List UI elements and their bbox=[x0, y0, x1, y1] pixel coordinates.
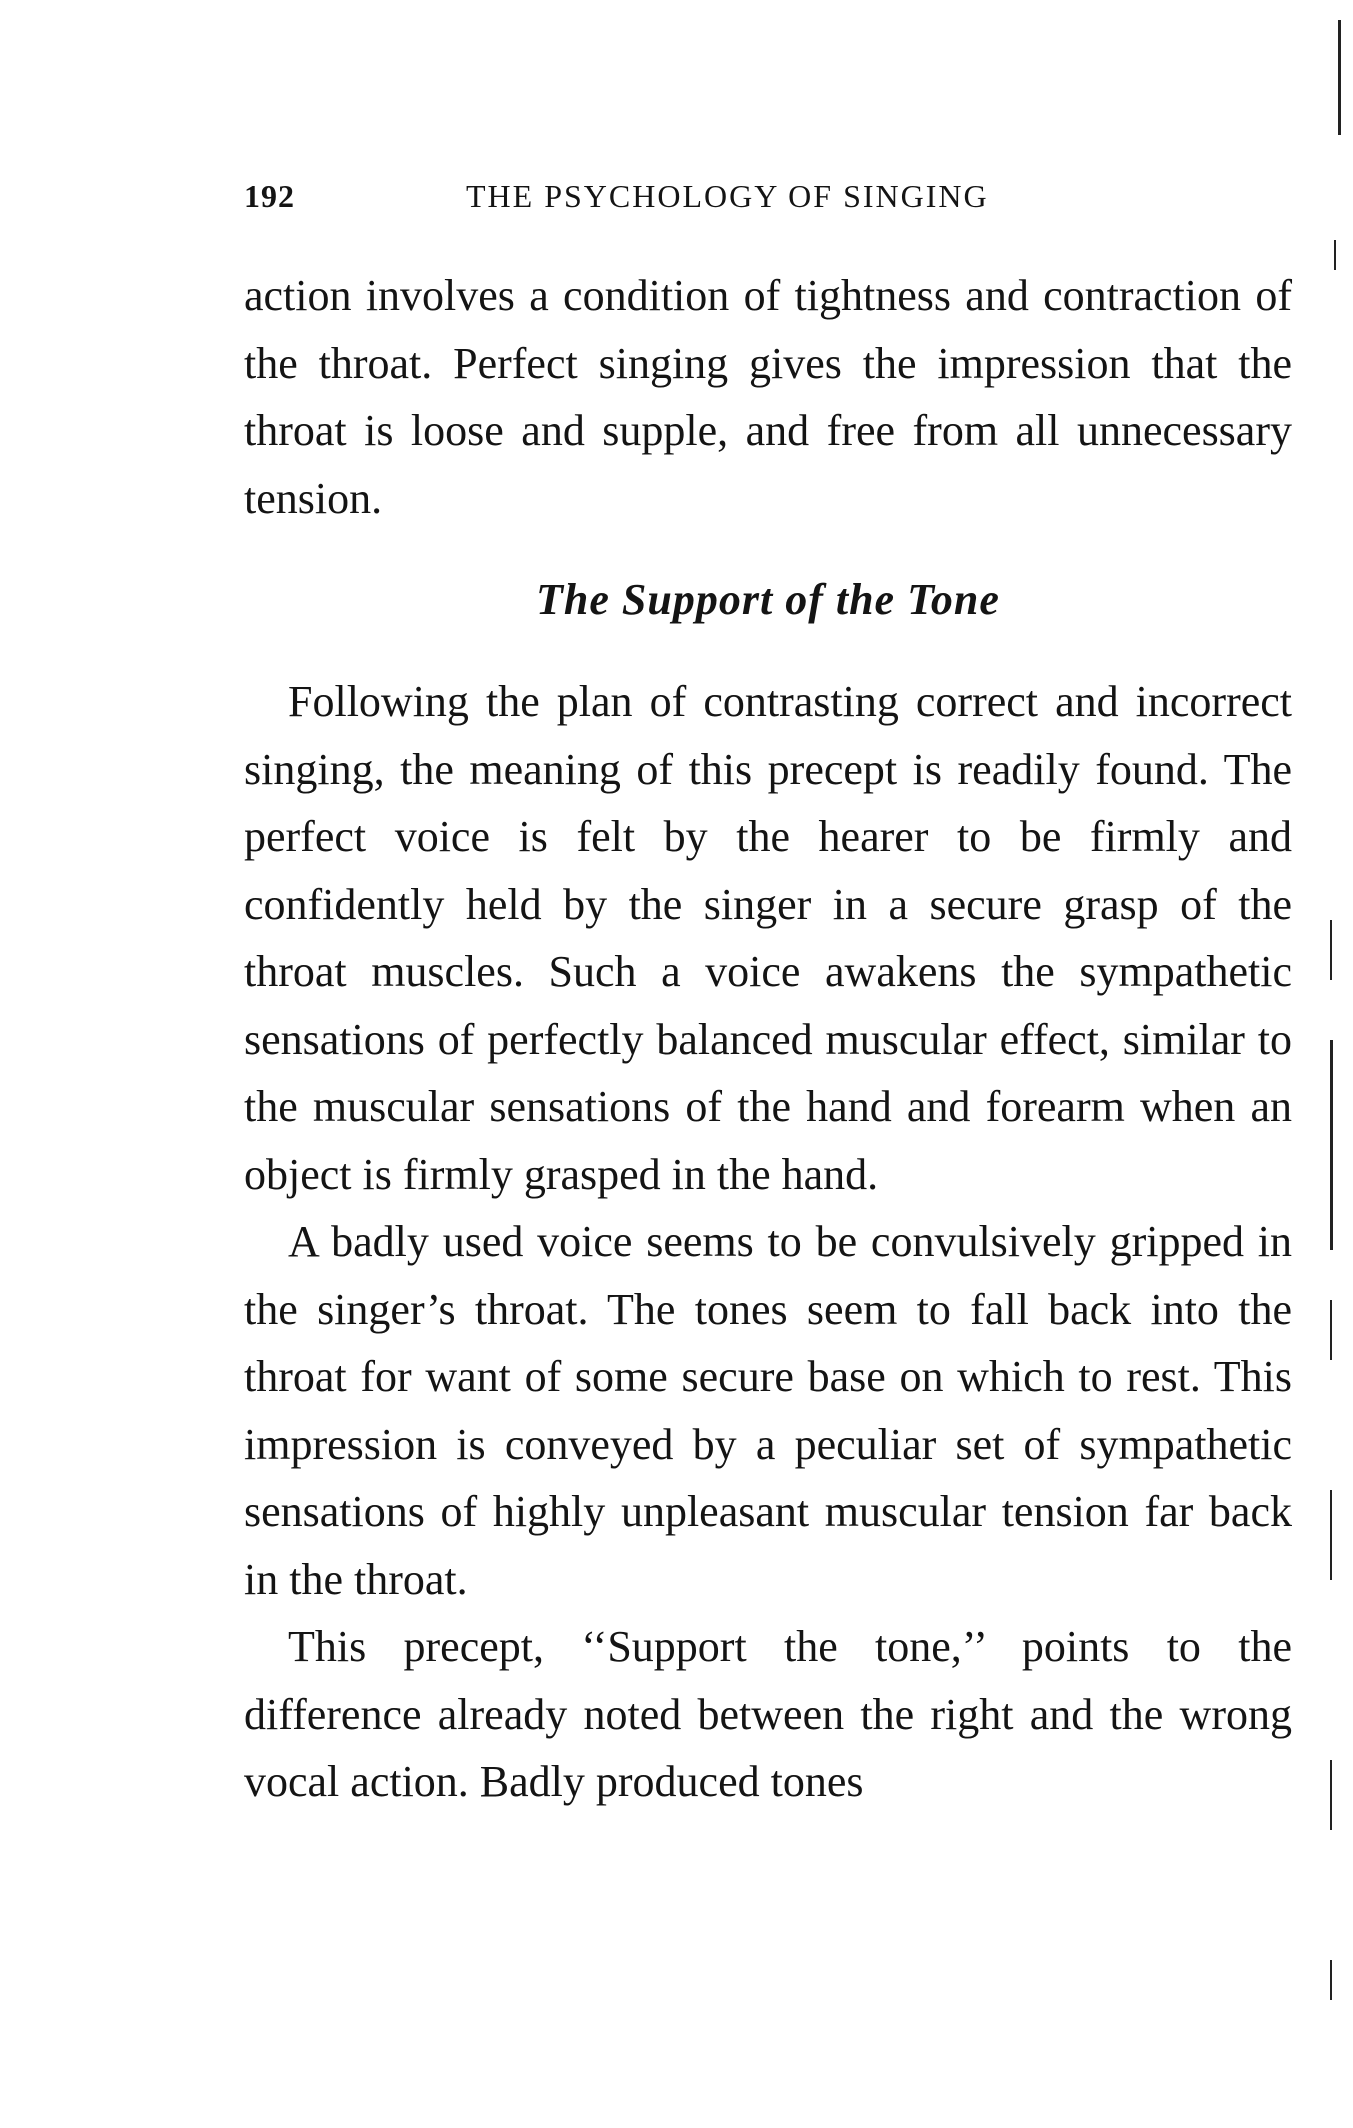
paragraph-continued: action involves a condition of tightness and contraction of the throat. Perfect singing gives the impression that the throat is loose and supple, and free from all unnecessary tension. bbox=[244, 271, 1292, 523]
running-head: THE PSYCHOLOGY OF SINGING bbox=[466, 178, 989, 214]
scan-edge-mark bbox=[1338, 20, 1341, 135]
page-header bbox=[244, 178, 1294, 228]
paragraph: This precept, ‘‘Support the tone,’’ points to the difference already noted between the right and the wrong vocal action. Badly produced tones bbox=[244, 1622, 1292, 1806]
paragraph: Following the plan of contrasting correct and incorrect singing, the meaning of this precept is readily found. The perfect voice is felt by the hearer to be firmly and confidently held by the singer in a secure grasp of the throat muscles. Such a voice awakens the sympathetic sensations of perfectly balanced muscular effect, similar to the muscular sensations of the hand and forearm when an object is firmly grasped in the hand. bbox=[244, 677, 1292, 1199]
page-body bbox=[244, 262, 1292, 1816]
scan-edge-mark bbox=[1330, 1300, 1332, 1360]
page-number: 192 bbox=[244, 178, 295, 214]
scan-edge-mark bbox=[1330, 1960, 1332, 2000]
scan-edge-mark bbox=[1334, 240, 1336, 270]
paragraph: A badly used voice seems to be convulsively gripped in the singer’s throat. The tones seem to fall back into the throat for want of some secure base on which to rest. This impression is conveyed by a peculiar set of sympathetic sensations of highly unpleasant muscular tension far back in the throat. bbox=[244, 1217, 1292, 1604]
scan-edge-mark bbox=[1330, 1760, 1332, 1830]
scan-edge-mark bbox=[1330, 920, 1332, 980]
scan-edge-mark bbox=[1330, 1490, 1332, 1580]
section-heading: The Support of the Tone bbox=[536, 575, 1000, 624]
scan-edge-mark bbox=[1330, 1040, 1333, 1250]
